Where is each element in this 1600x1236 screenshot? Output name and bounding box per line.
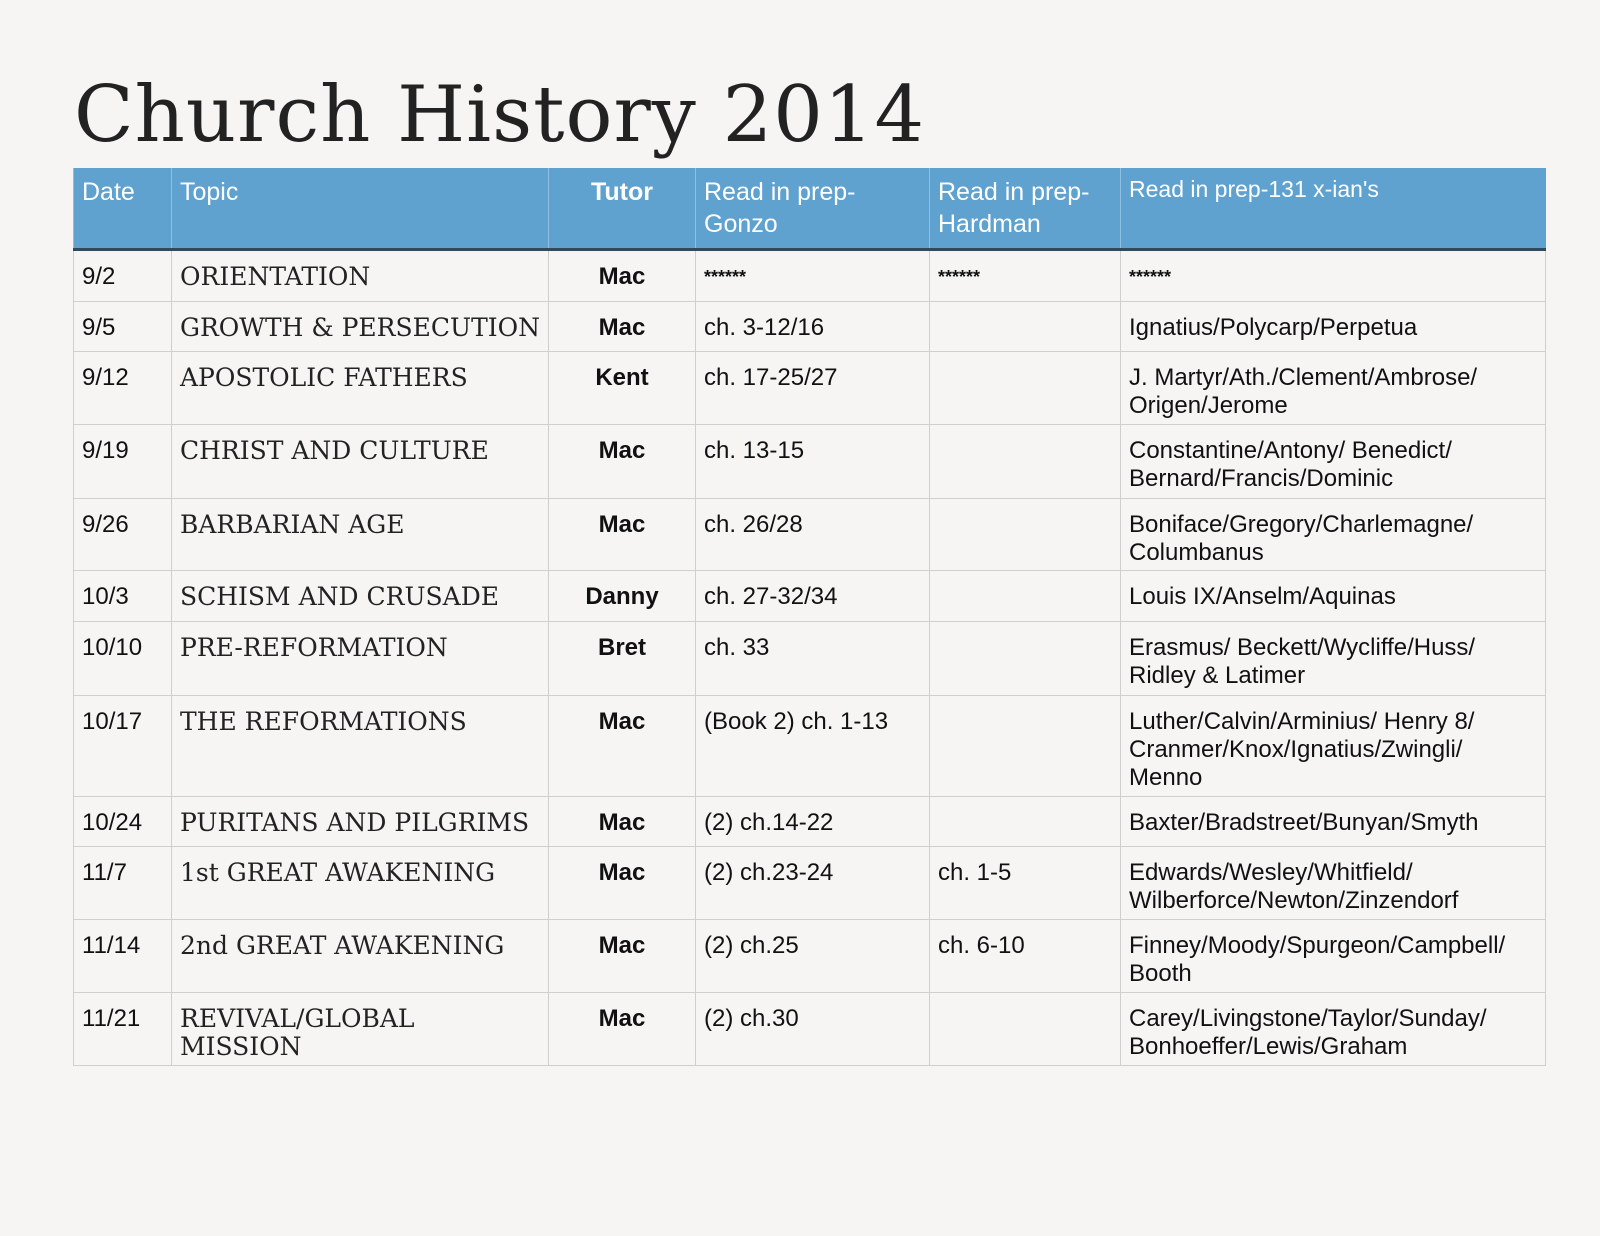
- cell-topic: CHRIST AND CULTURE: [172, 425, 549, 499]
- cell-date: 9/19: [74, 425, 172, 499]
- table-row: [74, 993, 1546, 1066]
- header-tutor: Tutor: [549, 168, 696, 250]
- cell-tutor: Mac: [549, 250, 696, 302]
- cell-hardman: ch. 6-10: [930, 920, 1121, 993]
- cell-hardman: [930, 352, 1121, 425]
- table-row: [74, 696, 1546, 797]
- cell-hardman: [930, 797, 1121, 847]
- cell-gonzo: (2) ch.30: [696, 993, 930, 1066]
- cell-tutor: Mac: [549, 696, 696, 797]
- cell-hardman: [930, 993, 1121, 1066]
- header-topic: Topic: [172, 168, 549, 250]
- cell-tutor: Mac: [549, 499, 696, 571]
- cell-xians: Luther/Calvin/Arminius/ Henry 8/ Cranmer/Knox/Ignatius/Zwingli/ Menno: [1121, 696, 1546, 797]
- cell-date: 11/14: [74, 920, 172, 993]
- cell-gonzo: ch. 13-15: [696, 425, 930, 499]
- cell-gonzo: ch. 33: [696, 622, 930, 696]
- cell-topic: PRE-REFORMATION: [172, 622, 549, 696]
- cell-xians: Constantine/Antony/ Benedict/ Bernard/Francis/Dominic: [1121, 425, 1546, 499]
- cell-xians: Louis IX/Anselm/Aquinas: [1121, 571, 1546, 622]
- header-date: Date: [74, 168, 172, 250]
- cell-date: 10/24: [74, 797, 172, 847]
- cell-xians: Carey/Livingstone/Taylor/Sunday/ Bonhoeffer/Lewis/Graham: [1121, 993, 1546, 1066]
- cell-gonzo: (2) ch.14-22: [696, 797, 930, 847]
- cell-date: 9/5: [74, 302, 172, 352]
- cell-gonzo: ch. 26/28: [696, 499, 930, 571]
- table-row: [74, 797, 1546, 847]
- cell-gonzo: ch. 17-25/27: [696, 352, 930, 425]
- table-row: [74, 920, 1546, 993]
- cell-date: 9/2: [74, 250, 172, 302]
- cell-tutor: Mac: [549, 797, 696, 847]
- cell-xians: Baxter/Bradstreet/Bunyan/Smyth: [1121, 797, 1546, 847]
- cell-topic: PURITANS AND PILGRIMS: [172, 797, 549, 847]
- cell-xians: Ignatius/Polycarp/Perpetua: [1121, 302, 1546, 352]
- cell-tutor: Mac: [549, 425, 696, 499]
- cell-xians: ******: [1121, 250, 1546, 302]
- cell-tutor: Danny: [549, 571, 696, 622]
- cell-tutor: Mac: [549, 920, 696, 993]
- cell-hardman: [930, 425, 1121, 499]
- cell-date: 11/7: [74, 847, 172, 920]
- cell-topic: BARBARIAN AGE: [172, 499, 549, 571]
- cell-date: 10/3: [74, 571, 172, 622]
- cell-topic: ORIENTATION: [172, 250, 549, 302]
- cell-tutor: Kent: [549, 352, 696, 425]
- cell-date: 11/21: [74, 993, 172, 1066]
- header-gonzo: Read in prep-Gonzo: [696, 168, 930, 250]
- page-title: Church History 2014: [74, 70, 926, 160]
- cell-hardman: ******: [930, 250, 1121, 302]
- table-row: [74, 250, 1546, 302]
- cell-xians: Boniface/Gregory/Charlemagne/ Columbanus: [1121, 499, 1546, 571]
- cell-tutor: Bret: [549, 622, 696, 696]
- table-row: [74, 571, 1546, 622]
- cell-tutor: Mac: [549, 993, 696, 1066]
- cell-gonzo: ch. 27-32/34: [696, 571, 930, 622]
- cell-xians: Erasmus/ Beckett/Wycliffe/Huss/ Ridley & Latimer: [1121, 622, 1546, 696]
- cell-hardman: [930, 499, 1121, 571]
- cell-gonzo: (2) ch.23-24: [696, 847, 930, 920]
- table-row: [74, 847, 1546, 920]
- table-row: [74, 499, 1546, 571]
- cell-topic: 2nd GREAT AWAKENING: [172, 920, 549, 993]
- cell-xians: Edwards/Wesley/Whitfield/ Wilberforce/Newton/Zinzendorf: [1121, 847, 1546, 920]
- cell-xians: Finney/Moody/Spurgeon/Campbell/ Booth: [1121, 920, 1546, 993]
- table-row: [74, 352, 1546, 425]
- cell-gonzo: ******: [696, 250, 930, 302]
- cell-gonzo: (Book 2) ch. 1-13: [696, 696, 930, 797]
- cell-gonzo: (2) ch.25: [696, 920, 930, 993]
- cell-topic: GROWTH & PERSECUTION: [172, 302, 549, 352]
- cell-tutor: Mac: [549, 847, 696, 920]
- table-row: [74, 622, 1546, 696]
- cell-date: 10/17: [74, 696, 172, 797]
- cell-topic: APOSTOLIC FATHERS: [172, 352, 549, 425]
- cell-hardman: [930, 696, 1121, 797]
- cell-xians: J. Martyr/Ath./Clement/Ambrose/ Origen/Jerome: [1121, 352, 1546, 425]
- cell-hardman: ch. 1-5: [930, 847, 1121, 920]
- header-row: [74, 168, 1546, 250]
- cell-topic: REVIVAL/GLOBAL MISSION: [172, 993, 549, 1066]
- cell-date: 9/26: [74, 499, 172, 571]
- header-xians: Read in prep-131 x-ian's: [1121, 168, 1546, 250]
- cell-tutor: Mac: [549, 302, 696, 352]
- cell-hardman: [930, 622, 1121, 696]
- cell-topic: SCHISM AND CRUSADE: [172, 571, 549, 622]
- table-row: [74, 302, 1546, 352]
- cell-topic: THE REFORMATIONS: [172, 696, 549, 797]
- header-hardman: Read in prep-Hardman: [930, 168, 1121, 250]
- cell-hardman: [930, 302, 1121, 352]
- cell-gonzo: ch. 3-12/16: [696, 302, 930, 352]
- table-row: [74, 425, 1546, 499]
- cell-date: 9/12: [74, 352, 172, 425]
- schedule-table: [73, 168, 1546, 1066]
- cell-hardman: [930, 571, 1121, 622]
- cell-date: 10/10: [74, 622, 172, 696]
- cell-topic: 1st GREAT AWAKENING: [172, 847, 549, 920]
